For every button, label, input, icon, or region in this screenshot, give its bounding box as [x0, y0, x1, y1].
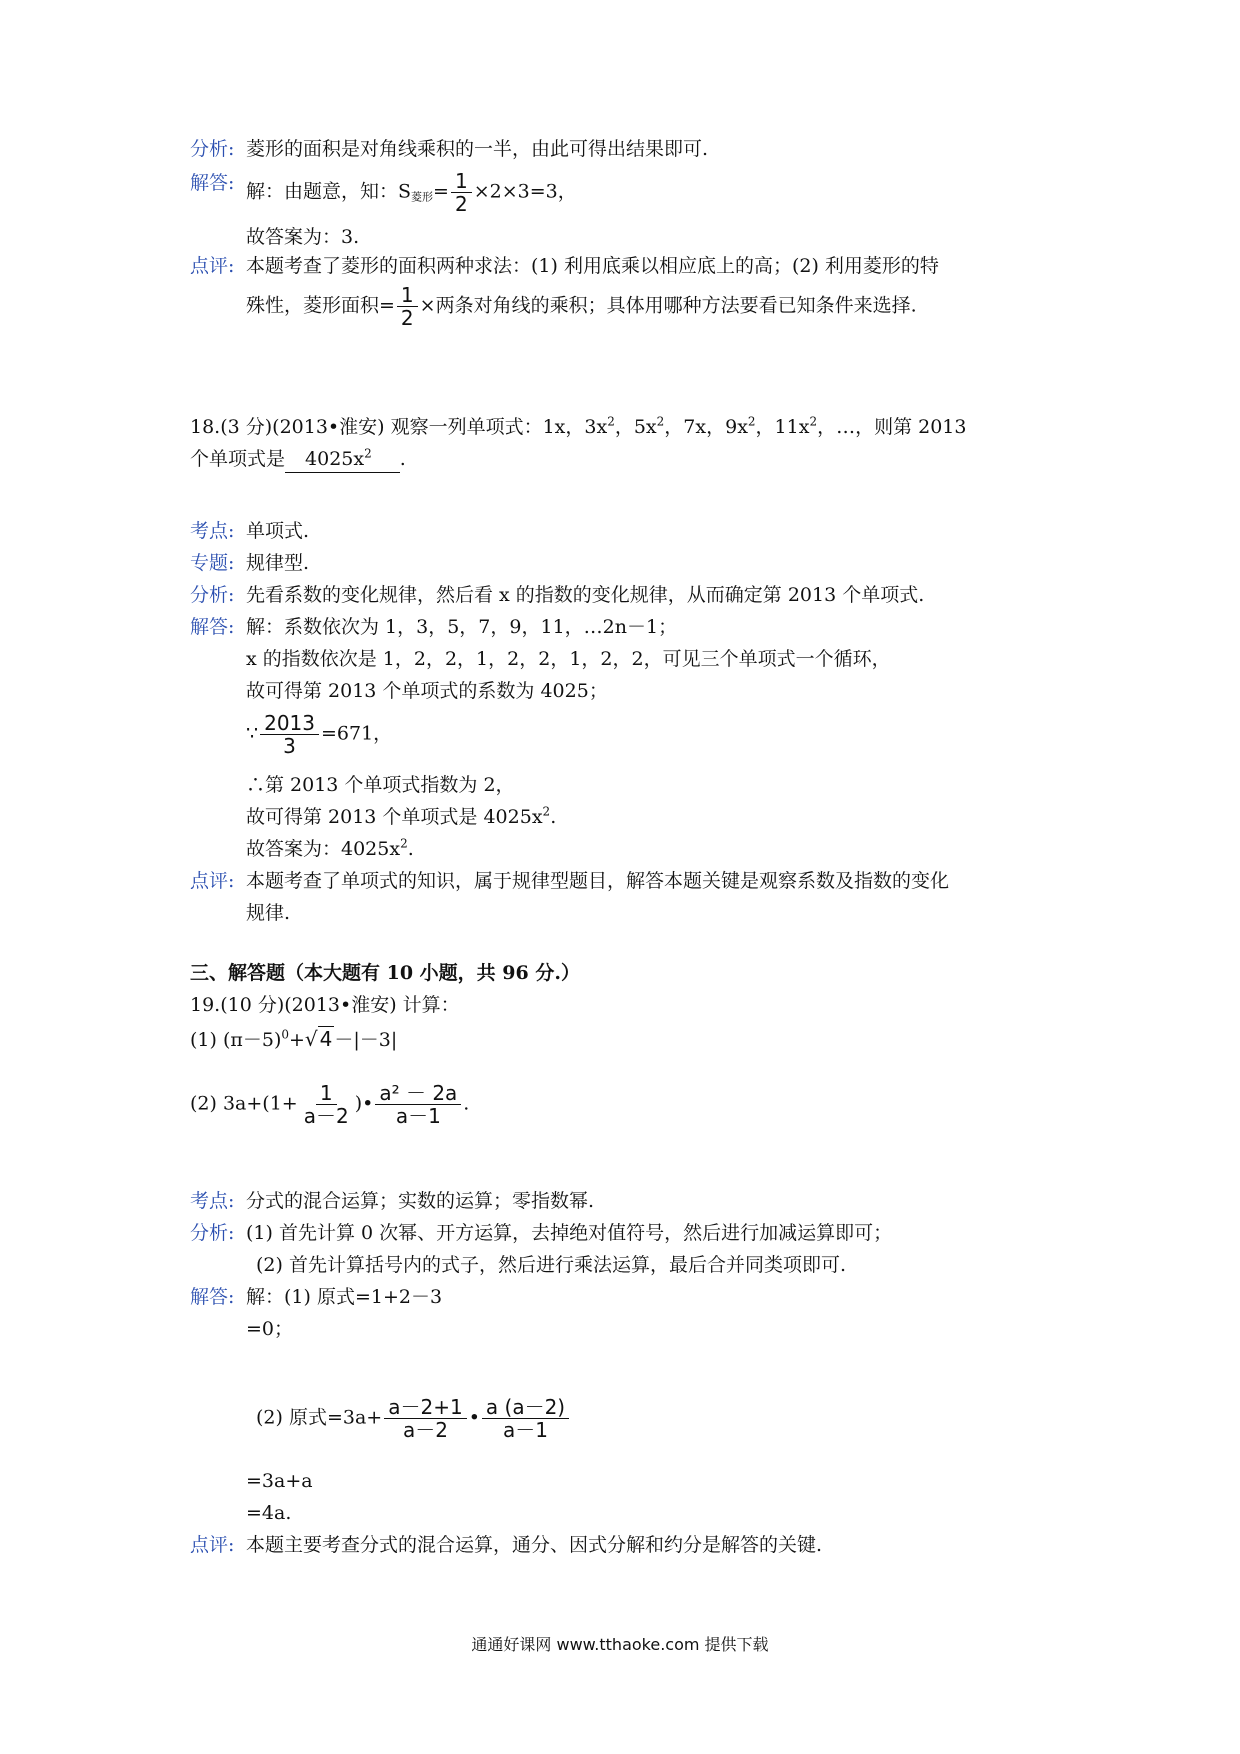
q19-knowledge-point: [190, 1188, 1060, 1214]
q18-solution-line6-text: 故可得第 2013 个单项式是 4025x: [246, 806, 543, 828]
q18-comment-line1: 本题考查了单项式的知识，属于规律型题目，解答本题关键是观察系数及指数的变化: [246, 870, 950, 892]
q17-fraction: [451, 170, 472, 215]
q18-solution-line6-end: .: [550, 806, 557, 828]
dot-operator: •: [468, 1406, 480, 1429]
q19-solution-line2: =0；: [246, 1318, 294, 1340]
q17-solution: [190, 170, 1060, 215]
label-knowledge-point: 考点:: [190, 520, 235, 542]
label-analysis: 分析:: [190, 138, 235, 160]
q18-solution-line5: ∴第 2013 个单项式指数为 2，: [246, 774, 515, 796]
fraction-numerator: a² － 2a: [375, 1082, 461, 1105]
label-solution: 解答:: [190, 616, 235, 638]
fraction-numerator: 1: [451, 170, 472, 193]
q19-analysis: [190, 1220, 1060, 1246]
q18-answer-blank: [285, 446, 400, 473]
q17-equals: =: [433, 180, 449, 203]
q17-solution-text: 解：由题意，知：S: [246, 180, 412, 203]
q19-part2-a: (2) 3a+(1+: [190, 1092, 298, 1115]
q18-comment: [190, 868, 1060, 894]
q19-solution-line3-a: (2) 原式=3a+: [256, 1406, 383, 1429]
fraction-numerator: 1: [397, 284, 418, 307]
label-analysis: 分析:: [190, 1222, 235, 1244]
q18-solution-line7-end: .: [407, 838, 414, 860]
q19-solution-line4: =3a+a: [246, 1470, 313, 1492]
q18-knowledge-point: [190, 518, 1060, 544]
q19-knowledge-text: 分式的混合运算；实数的运算；零指数幂.: [246, 1190, 595, 1212]
q18-knowledge-text: 单项式.: [246, 520, 310, 542]
q19-comment-text: 本题主要考查分式的混合运算，通分、因式分解和约分是解答的关键.: [246, 1534, 823, 1556]
q17-subscript: 菱形: [411, 190, 434, 204]
because-symbol: ∵: [246, 722, 259, 745]
superscript: 2: [400, 836, 408, 851]
fraction-denominator: a－2: [402, 1418, 448, 1442]
label-comment: 点评:: [190, 870, 235, 892]
label-comment: 点评:: [190, 255, 235, 277]
q18-solution-line1: 解：系数依次为 1，3，5，7，9，11，…2n－1；: [246, 616, 678, 638]
q18-solution-line6: [246, 804, 556, 830]
fraction-denominator: a－1: [395, 1104, 441, 1128]
superscript: 2: [607, 414, 615, 429]
q17-comment-line2: [246, 284, 917, 329]
q18-stem-b: ，5x: [614, 416, 657, 438]
fraction-denominator: 2: [400, 306, 414, 330]
q19-solution-fraction1: [384, 1396, 466, 1441]
superscript: 2: [364, 446, 372, 461]
superscript: 2: [542, 804, 551, 819]
footer-text: 通通好课网 www.tthaoke.com 提供下载: [471, 1635, 769, 1654]
q18-fraction-result: =671，: [321, 722, 393, 745]
fraction-denominator: a－2: [303, 1104, 349, 1128]
q18-solution-line3: 故可得第 2013 个单项式的系数为 4025；: [246, 680, 608, 702]
label-knowledge-point: 考点:: [190, 1190, 235, 1212]
q18-solution-line7-text: 故答案为：4025x: [246, 838, 401, 860]
q18-stem-d: ，11x: [755, 416, 810, 438]
q19-analysis-line2: (2) 首先计算括号内的式子，然后进行乘法运算，最后合并同类项即可.: [256, 1254, 846, 1276]
q18-stem-a: 18.(3 分)(2013•淮安) 观察一列单项式：1x，3x: [190, 416, 608, 438]
q19-part1-c: －|－3|: [334, 1029, 398, 1051]
q18-solution-line2: x 的指数依次是 1，2，2，1，2，2，1，2，2，可见三个单项式一个循环，: [246, 648, 891, 670]
q18-stem-line1: [190, 414, 1060, 440]
q18-stem-f: 个单项式是: [190, 448, 286, 470]
q19-part2-fraction1: [300, 1082, 353, 1127]
q18-solution-line4: [246, 712, 392, 757]
q19-part2-end: .: [463, 1092, 470, 1115]
q17-comment: [190, 253, 1060, 279]
superscript: 2: [747, 414, 756, 429]
q19-part2: [190, 1082, 469, 1127]
superscript: 0: [281, 1027, 289, 1042]
q18-solution: [190, 614, 1060, 640]
section-heading: 三、解答题（本大题有 10 小题，共 96 分.）: [190, 962, 580, 984]
q17-comment-line2a: 殊性，菱形面积=: [246, 294, 395, 317]
q18-answer: 4025x: [305, 448, 365, 470]
q18-fraction: [260, 712, 319, 757]
q19-comment: [190, 1532, 1060, 1558]
q18-topic: [190, 550, 1060, 576]
q17-comment-line1: 本题考查了菱形的面积两种求法：(1) 利用底乘以相应底上的高；(2) 利用菱形的特: [246, 255, 939, 277]
label-comment: 点评:: [190, 1534, 235, 1556]
q17-answer: 故答案为：3.: [246, 226, 360, 248]
q19-solution-fraction2: [482, 1396, 569, 1441]
fraction-numerator: a (a－2): [482, 1396, 569, 1419]
fraction-numerator: 1: [316, 1082, 337, 1105]
q17-solution-rest: ×2×3=3，: [473, 180, 577, 203]
q19-solution-line3: [256, 1396, 571, 1441]
q19-solution: [190, 1284, 1060, 1310]
fraction-denominator: 3: [283, 734, 296, 758]
label-solution: 解答:: [190, 1286, 235, 1308]
q17-comment-fraction: [397, 284, 418, 329]
q18-topic-text: 规律型.: [246, 552, 310, 574]
q18-analysis: [190, 582, 1060, 608]
label-topic: 专题:: [190, 552, 235, 574]
superscript: 2: [656, 414, 665, 429]
sqrt-symbol: √ 4: [304, 1027, 333, 1051]
q18-analysis-text: 先看系数的变化规律，然后看 x 的指数的变化规律，从而确定第 2013 个单项式.: [246, 584, 925, 606]
q19-part2-fraction2: [375, 1082, 461, 1127]
q19-part1-a: (1) (π－5): [190, 1029, 282, 1051]
q17-comment-line2b: ×两条对角线的乘积；具体用哪种方法要看已知条件来选择.: [419, 294, 917, 317]
q19-part1: [190, 1026, 397, 1053]
radicand: 4: [319, 1027, 333, 1051]
q18-stem-end: .: [399, 448, 406, 470]
q19-stem: 19.(10 分)(2013•淮安) 计算：: [190, 994, 460, 1016]
q17-analysis-text: 菱形的面积是对角线乘积的一半，由此可得出结果即可.: [246, 138, 709, 160]
q18-comment-line2: 规律.: [246, 902, 291, 924]
q18-stem-line2: [190, 446, 1060, 473]
q19-analysis-line1: (1) 首先计算 0 次幂、开方运算，去掉绝对值符号，然后进行加减运算即可；: [246, 1222, 893, 1244]
label-solution: 解答:: [190, 172, 235, 194]
q18-solution-line7: [246, 836, 414, 862]
q18-stem-e: ，…，则第 2013: [817, 416, 967, 438]
q19-part1-plus: +: [289, 1029, 305, 1051]
fraction-numerator: a－2+1: [384, 1396, 466, 1419]
fraction-numerator: 2013: [260, 712, 319, 735]
fraction-denominator: 2: [454, 192, 468, 216]
q19-part2-b: )•: [354, 1092, 374, 1115]
q19-solution-line1: 解：(1) 原式=1+2－3: [246, 1286, 443, 1308]
label-analysis: 分析:: [190, 584, 235, 606]
q17-analysis: [190, 136, 1060, 162]
superscript: 2: [809, 414, 818, 429]
fraction-denominator: a－1: [503, 1418, 548, 1442]
q18-stem-c: ，7x，9x: [664, 416, 748, 438]
q19-solution-line5: =4a.: [246, 1502, 292, 1524]
